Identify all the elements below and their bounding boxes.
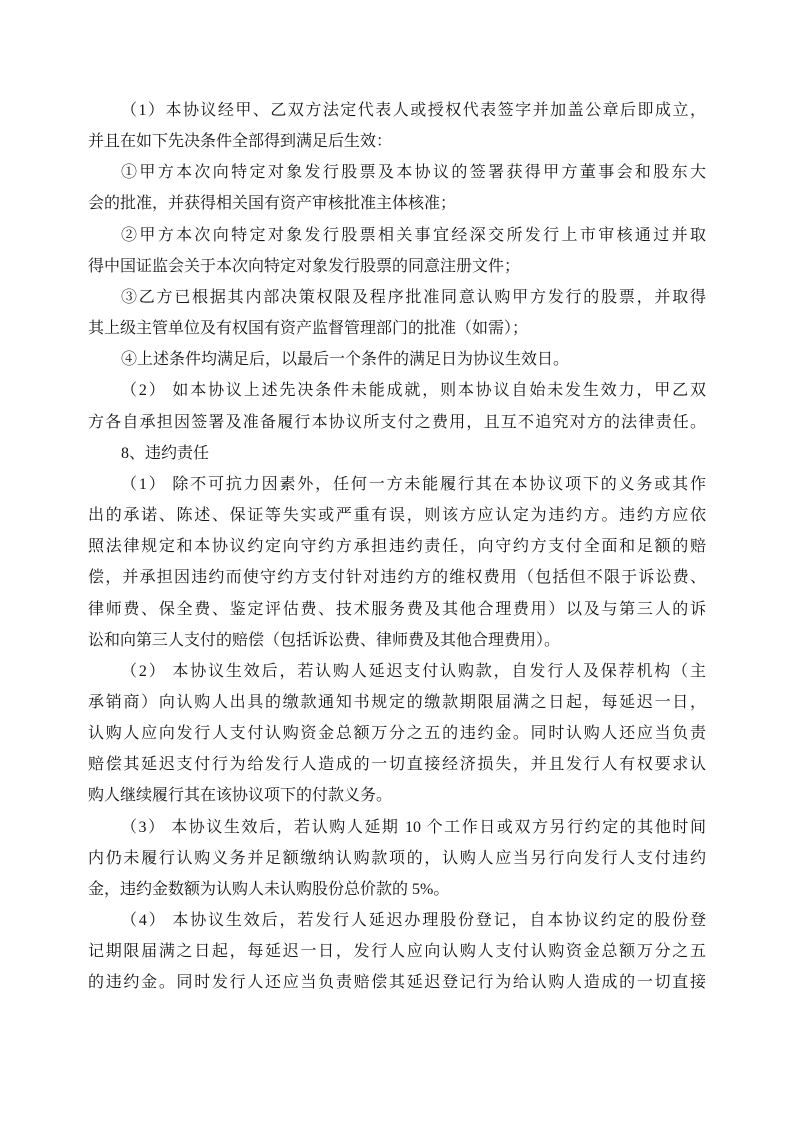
text-line: 金，违约金数额为认购人未认购股份总价款的 5%。 (88, 880, 450, 898)
text-line: 出的承诺、陈述、保证等失实或严重有误，则该方应认定为违约方。违约方应依 (88, 507, 706, 525)
contract-text-block (88, 95, 706, 999)
text-line: （4） 本协议生效后，若发行人延迟办理股份登记，自本协议约定的股份登 (121, 912, 706, 930)
text-line: 并且在如下先决条件全部得到满足后生效： (88, 133, 393, 151)
text-line: 得中国证监会关于本次向特定对象发行股票的同意注册文件； (88, 257, 521, 275)
text-line: 记期限届满之日起，每延迟一日，发行人应向认购人支付认购资金总额万分之五 (88, 943, 706, 961)
text-line: 讼和向第三人支付的赔偿（包括诉讼费、律师费及其他合理费用）。 (88, 631, 561, 649)
text-line: 赔偿其延迟支付行为给发行人造成的一切直接经济损失，并且发行人有权要求认 (88, 756, 706, 774)
text-line: （2） 如本协议上述先决条件未能成就，则本协议自始未发生效力，甲乙双 (121, 382, 706, 400)
text-line: 律师费、保全费、鉴定评估费、技术服务费及其他合理费用）以及与第三人的诉 (88, 600, 706, 618)
text-line: 承销商）向认购人出具的缴款通知书规定的缴款期限届满之日起，每延迟一日， (88, 693, 706, 711)
text-line: 偿，并承担因违约而使守约方支付针对违约方的维权费用（包括但不限于诉讼费、 (88, 569, 706, 587)
text-line: （2） 本协议生效后，若认购人延迟支付认购款，自发行人及保荐机构（主 (121, 662, 706, 680)
text-line: 照法律规定和本协议约定向守约方承担违约责任，向守约方支付全面和足额的赔 (88, 538, 706, 556)
text-line: 的违约金。同时发行人还应当负责赔偿其延迟登记行为给认购人造成的一切直接 (88, 974, 706, 992)
text-line: 其上级主管单位及有权国有资产监督管理部门的批准（如需）； (88, 320, 529, 338)
text-line: 会的批准，并获得相关国有资产审核批准主体核准； (88, 195, 457, 213)
text-line: ②甲方本次向特定对象发行股票相关事宜经深交所发行上市审核通过并取 (121, 226, 706, 244)
text-line: ④上述条件均满足后，以最后一个条件的满足日为协议生效日。 (121, 351, 570, 369)
text-line: （1） 除不可抗力因素外，任何一方未能履行其在本协议项下的义务或其作 (121, 475, 706, 493)
text-line: 8、违约责任 (121, 444, 210, 462)
text-line: （3） 本协议生效后，若认购人延期 10 个工作日或双方另行约定的其他时间 (121, 818, 706, 836)
text-line: 内仍未履行认购义务并足额缴纳认购款项的，认购人应当另行向发行人支付违约 (88, 849, 706, 867)
text-line: ③乙方已根据其内部决策权限及程序批准同意认购甲方发行的股票，并取得 (121, 288, 706, 306)
text-line: （1）本协议经甲、乙双方法定代表人或授权代表签字并加盖公章后即成立， (121, 102, 706, 119)
text-line: 购人继续履行其在该协议项下的付款义务。 (88, 787, 393, 805)
text-line: 认购人应向发行人支付认购资金总额万分之五的违约金。同时认购人还应当负责 (88, 725, 706, 743)
text-line: 方各自承担因签署及准备履行本协议所支付之费用，且互不追究对方的法律责任。 (88, 413, 706, 431)
text-line: ①甲方本次向特定对象发行股票及本协议的签署获得甲方董事会和股东大 (121, 164, 706, 182)
